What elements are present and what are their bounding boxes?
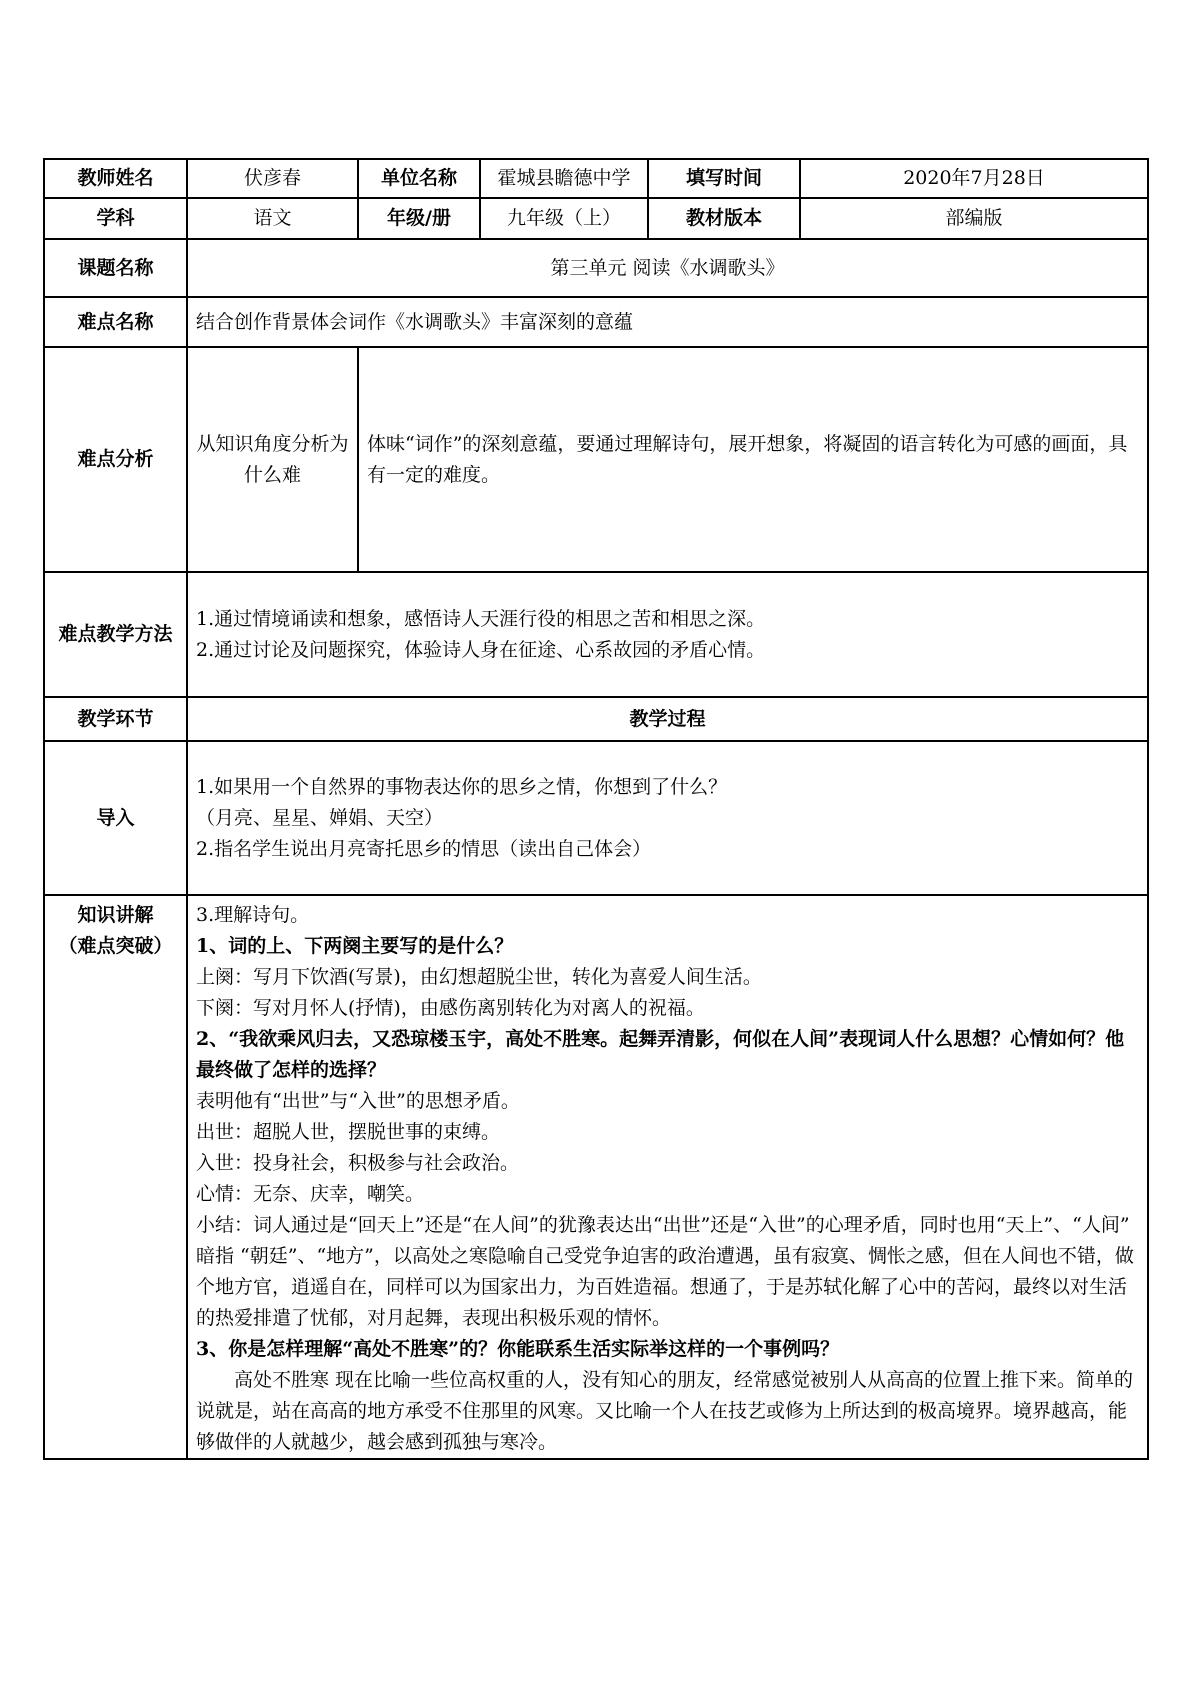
subject-label: 学科 [44,198,187,239]
date-label: 填写时间 [648,159,800,198]
knowledge-label-line-1: 知识讲解 [77,904,154,926]
analysis-row [44,347,1148,572]
analysis-label: 难点分析 [44,347,187,572]
topic-value: 第三单元 阅读《水调歌头》 [187,239,1148,297]
method-value [187,572,1148,697]
intro-content [187,741,1148,895]
answer-2-2: 出世：超脱人世，摆脱世事的束缚。 [196,1121,501,1143]
teacher-label: 教师姓名 [44,159,187,198]
knowledge-row [44,895,1148,1459]
question-2: 2、“我欲乘风归去，又恐琼楼玉宇，高处不胜寒。起舞弄清影，何似在人间”表现词人什么思想？心情如何？他最终做了怎样的选择？ [196,1028,1125,1081]
lesson-plan-table [43,158,1149,1460]
answer-2-summary: 小结：词人通过是“回天上”还是“在人间”的犹豫表达出“出世”还是“入世”的心理矛盾，同时也用“天上”、“人间” 暗指 “朝廷”、“地方”，以高处之寒隐喻自己受党争迫害的政治遭遇，虽有寂寞、惆怅之感，但在人间也不错，做个地方官，逍遥自在，同样可以为国家出力，为百姓造福。想通了，于是苏轼化解了心中的苦闷，最终以对生活的热爱排遣了忧郁，对月起舞，表现出积极乐观的情怀。 [196,1214,1134,1329]
grade-value: 九年级（上） [480,198,648,239]
topic-label: 课题名称 [44,239,187,297]
difficulty-label: 难点名称 [44,297,187,347]
method-line-1: 1.通过情境诵读和想象，感悟诗人天涯行役的相思之苦和相思之深。 [196,607,766,630]
method-row [44,572,1148,697]
process-header-row [44,697,1148,741]
knowledge-label [44,895,187,1459]
analysis-sub-label: 从知识角度分析为什么难 [187,347,358,572]
header-row-2 [44,198,1148,239]
intro-label: 导入 [44,741,187,895]
answer-1-2: 下阕：写对月怀人(抒情)，由感伤离别转化为对离人的祝福。 [196,997,705,1019]
answer-2-1: 表明他有“出世”与“入世”的思想矛盾。 [196,1090,520,1112]
intro-line-1: 1.如果用一个自然界的事物表达你的思乡之情，你想到了什么？ [196,775,728,798]
knowledge-label-line-2: （难点突破） [58,935,173,957]
intro-row [44,741,1148,895]
edition-value: 部编版 [800,198,1148,239]
unit-value: 霍城县瞻德中学 [480,159,648,198]
unit-label: 单位名称 [358,159,480,198]
difficulty-row [44,297,1148,347]
intro-line-2: （月亮、星星、婵娟、天空） [196,806,444,829]
method-label: 难点教学方法 [44,572,187,697]
question-3: 3、你是怎样理解“高处不胜寒”的？你能联系生活实际举这样的一个事例吗？ [196,1338,840,1360]
process-label: 教学环节 [44,697,187,741]
question-1: 1、词的上、下两阕主要写的是什么？ [196,935,514,957]
subject-value: 语文 [187,198,358,239]
knowledge-content [187,895,1148,1459]
method-line-2: 2.通过讨论及问题探究，体验诗人身在征途、心系故园的矛盾心情。 [196,638,766,661]
grade-label: 年级/册 [358,198,480,239]
analysis-value: 体味“词作”的深刻意蕴，要通过理解诗句，展开想象，将凝固的语言转化为可感的画面，具有一定的难度。 [358,347,1148,572]
edition-label: 教材版本 [648,198,800,239]
answer-2-4: 心情：无奈、庆幸，嘲笑。 [196,1183,425,1205]
answer-1-1: 上阕：写月下饮酒(写景)，由幻想超脱尘世，转化为喜爱人间生活。 [196,966,762,988]
topic-row [44,239,1148,297]
process-value: 教学过程 [187,697,1148,741]
answer-3: 高处不胜寒 现在比喻一些位高权重的人，没有知心的朋友，经常感觉被别人从高高的位置上推下来。简单的说就是，站在高高的地方承受不住那里的风寒。又比喻一个人在技艺或修为上所达到的极高境界。境界越高，能够做伴的人就越少，越会感到孤独与寒冷。 [196,1369,1134,1453]
teacher-value: 伏彦春 [187,159,358,198]
header-row-1 [44,159,1148,198]
answer-2-3: 入世：投身社会，积极参与社会政治。 [196,1152,520,1174]
intro-line-3: 2.指名学生说出月亮寄托思乡的情思（读出自己体会） [196,837,652,860]
knowledge-p1: 3.理解诗句。 [196,904,310,926]
difficulty-value: 结合创作背景体会词作《水调歌头》丰富深刻的意蕴 [187,297,1148,347]
date-value: 2020年7月28日 [800,159,1148,198]
